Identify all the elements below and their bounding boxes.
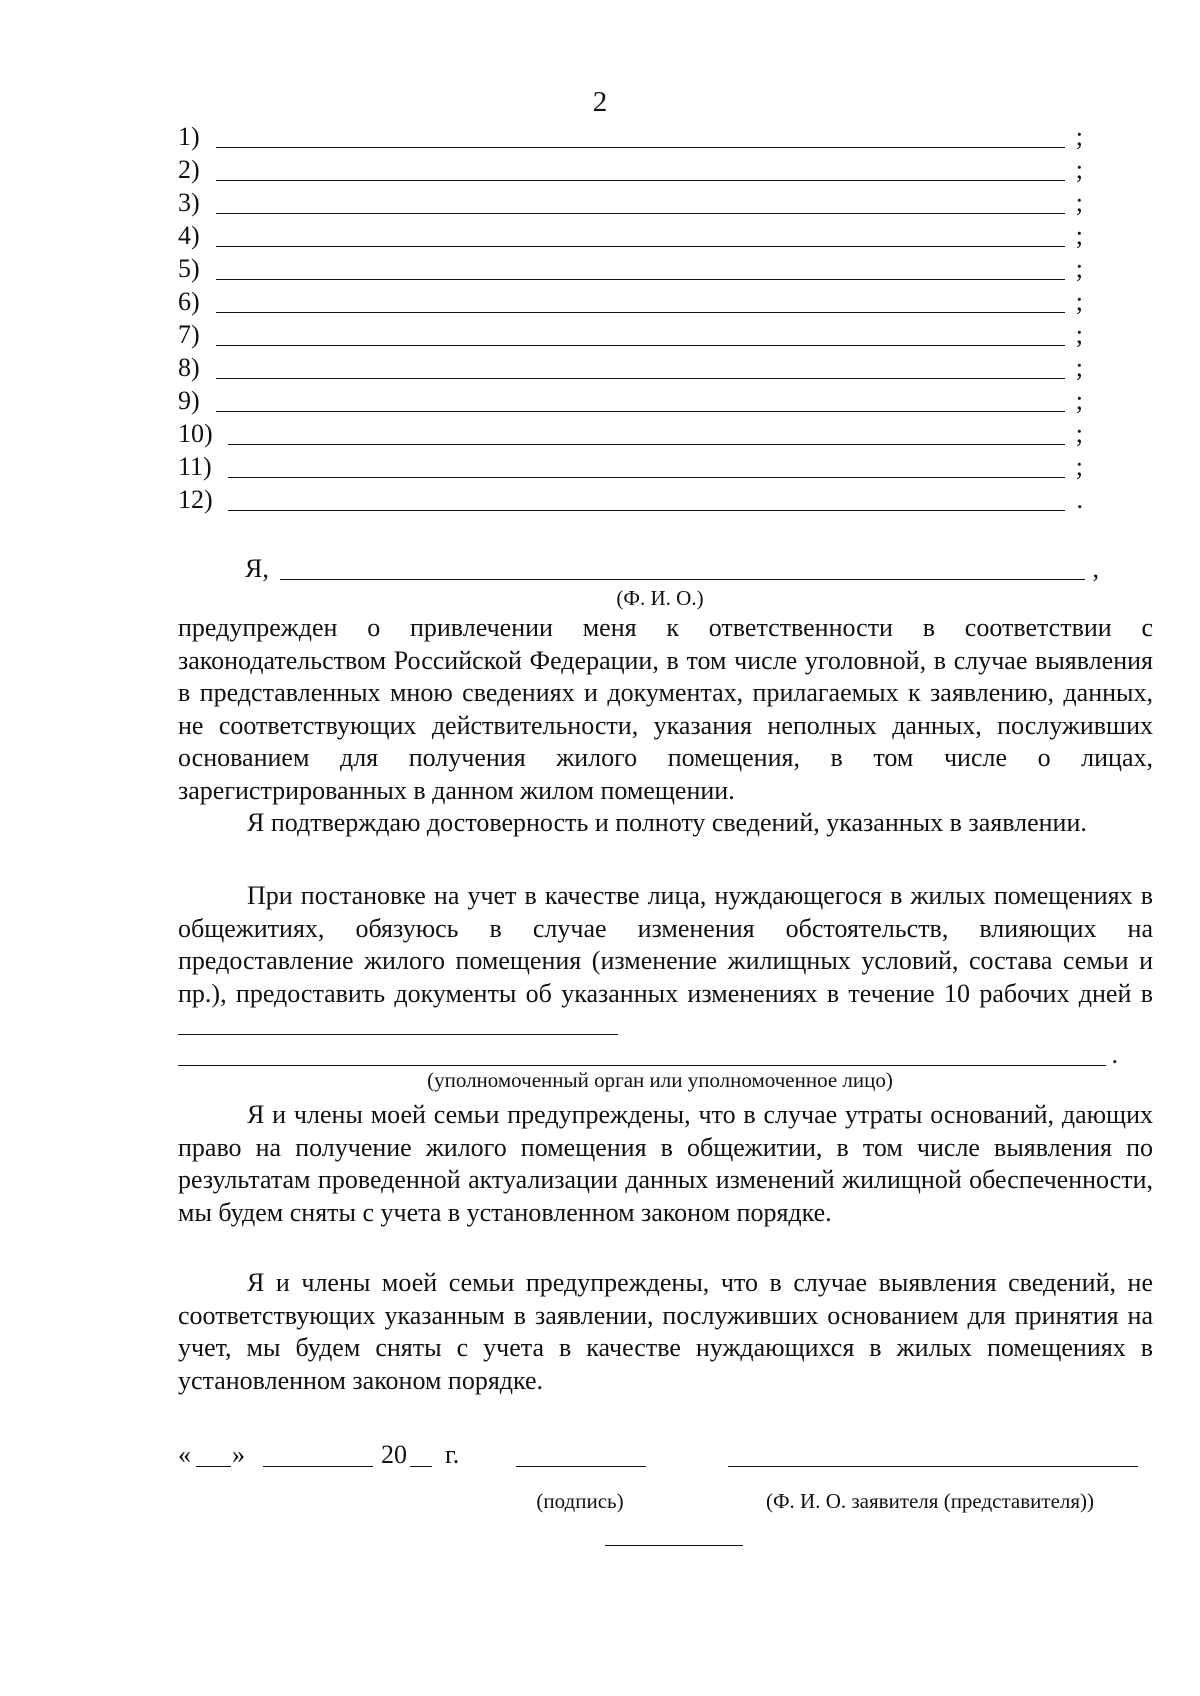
list-item-number: 2): [178, 155, 200, 184]
list-item-number: 12): [178, 485, 213, 514]
footer-separator: [605, 1545, 743, 1546]
list-item-number: 5): [178, 254, 200, 283]
obligation-paragraph: [178, 880, 1153, 1044]
list-item-number: 1): [178, 122, 200, 151]
list-item-fill-line: [216, 180, 1065, 181]
list-item-fill-line: [216, 312, 1065, 313]
list-item: [178, 220, 1083, 252]
declarant-name-caption: (Ф. И. О.): [616, 586, 704, 610]
declarant-name-fill-line: [280, 579, 1085, 580]
list-item: [178, 319, 1083, 351]
day-fill-line: [196, 1466, 231, 1467]
list-item-punctuation: ;: [1075, 419, 1083, 448]
list-item-punctuation: ;: [1075, 353, 1083, 382]
month-fill-line: [263, 1466, 373, 1467]
date-quote-close: »: [232, 1440, 245, 1469]
list-item-fill-line: [228, 444, 1065, 445]
applicant-name-fill-line: [728, 1466, 1138, 1467]
list-item-fill-line: [228, 477, 1065, 478]
date-quote-open: «: [178, 1440, 191, 1469]
list-item-fill-line: [216, 213, 1065, 214]
list-item-fill-line: [216, 411, 1065, 412]
list-item-number: 8): [178, 353, 200, 382]
list-item-number: 9): [178, 386, 200, 415]
list-item-fill-line: [216, 378, 1065, 379]
list-item-fill-line: [216, 279, 1065, 280]
list-item-fill-line: [216, 246, 1065, 247]
signature-row: [178, 1440, 1158, 1480]
list-item-number: 11): [178, 452, 212, 481]
list-item-number: 6): [178, 287, 200, 316]
list-item-punctuation: ;: [1075, 155, 1083, 184]
authority-caption: (уполномоченный орган или уполномоченное лицо): [427, 1068, 893, 1092]
list-item: [178, 484, 1083, 516]
authority-fill-rule: [178, 1065, 1106, 1066]
list-item-punctuation: ;: [1075, 122, 1083, 151]
list-item-number: 4): [178, 221, 200, 250]
list-item-number: 10): [178, 419, 213, 448]
list-item: [178, 154, 1083, 186]
list-item-punctuation: ;: [1075, 188, 1083, 217]
list-item-fill-line: [216, 147, 1065, 148]
page-number: 2: [592, 86, 608, 118]
list-item: [178, 253, 1083, 285]
year-prefix: 20: [381, 1440, 407, 1469]
list-item-punctuation: ;: [1075, 221, 1083, 250]
list-item: [178, 286, 1083, 318]
false-info-warning-paragraph: Я и члены моей семьи предупреждены, что в случае выявления сведений, не соответствующих указанным в заявлении, послуживших основанием для принятия на учет, мы будем сняты с учета в качестве нуждающихся в жилых помещениях в установленном законом порядке.: [178, 1268, 1153, 1395]
year-fill-line: [410, 1466, 432, 1467]
list-item: [178, 121, 1083, 153]
list-item: [178, 385, 1083, 417]
obligation-text: При постановке на учет в качестве лица, нуждающегося в жилых помещениях в общежитиях, обязуюсь в случае изменения обстоятельств, влияющих на предоставление жилого помещения (изменение жилищных условий, состава семьи и пр.), предоставить документы об указанных изменениях в течение 10 рабочих дней в: [178, 881, 1153, 1008]
authority-fill-line-2: [178, 1040, 1118, 1069]
list-item-punctuation: ;: [1075, 254, 1083, 283]
declarant-suffix: ,: [1092, 554, 1099, 583]
authority-fill-line: [178, 1010, 618, 1035]
list-item-punctuation: ;: [1075, 386, 1083, 415]
confirm-paragraph: Я подтверждаю достоверность и полноту сведений, указанных в заявлении.: [247, 808, 1087, 837]
list-item: [178, 451, 1083, 483]
list-item-fill-line: [216, 345, 1065, 346]
warning-paragraph: предупрежден о привлечении меня к ответственности в соответствии с законодательством Российской Федерации, в том числе уголовной, в случае выявления в представленных мною сведениях и документах, прилагаемых к заявлению, данных, не соответствующих действительности, указания неполных данных, послуживших основанием для получения жилого помещения, в том числе о лицах, зарегистрированных в данном жилом помещении.: [178, 613, 1153, 805]
list-item-number: 7): [178, 320, 200, 349]
year-suffix: г.: [445, 1440, 460, 1469]
list-item-punctuation: .: [1076, 485, 1083, 514]
authority-line-end: .: [1111, 1040, 1118, 1069]
applicant-name-caption: (Ф. И. О. заявителя (представителя)): [765, 1489, 1095, 1513]
list-item-punctuation: ;: [1075, 452, 1083, 481]
list-item-punctuation: ;: [1075, 287, 1083, 316]
list-item-fill-line: [228, 510, 1065, 511]
list-item: [178, 187, 1083, 219]
loss-warning-paragraph: Я и члены моей семьи предупреждены, что в случае утраты оснований, дающих право на получение жилого помещения в общежитии, в том числе выявления по результатам проведенной актуализации данных изменений жилищной обеспеченности, мы будем сняты с учета в установленном законом порядке.: [178, 1100, 1153, 1227]
signature-fill-line: [516, 1466, 646, 1467]
signature-caption: (подпись): [536, 1489, 624, 1513]
list-item-punctuation: ;: [1075, 320, 1083, 349]
list-item-number: 3): [178, 188, 200, 217]
list-item: [178, 418, 1083, 450]
declarant-prefix: Я,: [245, 554, 269, 583]
declarant-name-line: [245, 552, 1107, 586]
list-item: [178, 352, 1083, 384]
